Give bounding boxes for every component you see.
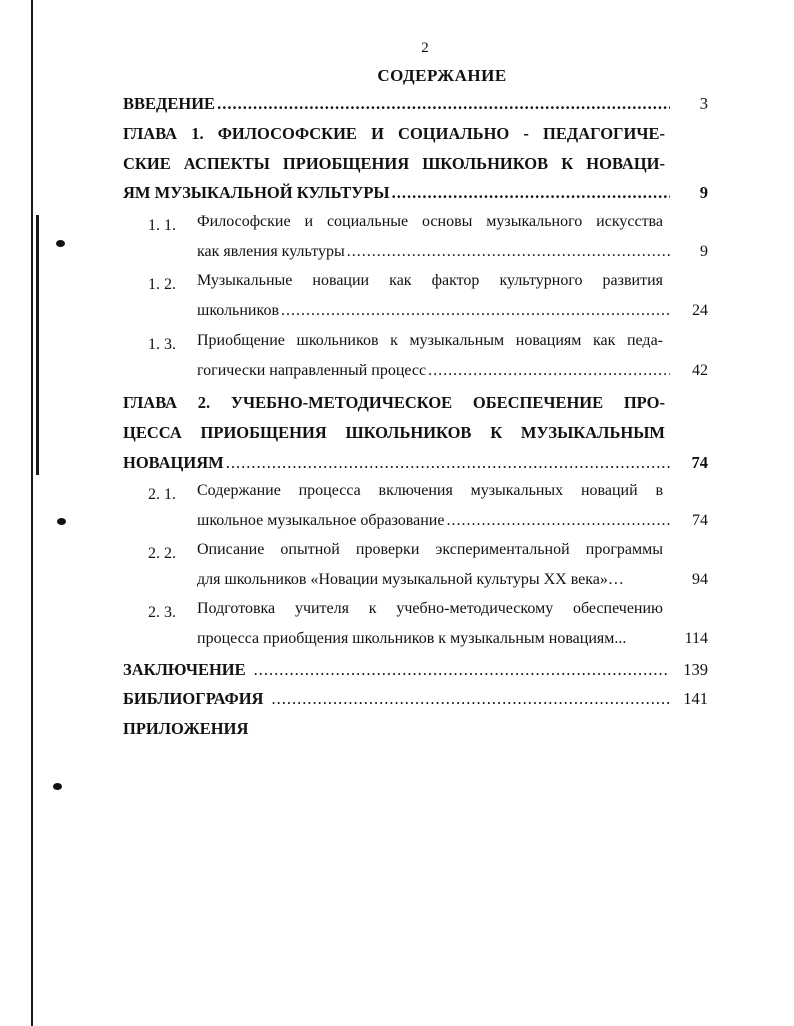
leader-dots [392, 183, 670, 203]
toc-page-number: 94 [692, 571, 708, 588]
toc-section-number: 1. 1. [148, 217, 176, 234]
toc-entry-intro[interactable] [123, 94, 708, 124]
toc-entry-title: Описание опытной проверки экспериментальной программы [197, 541, 663, 558]
leader-dots [254, 660, 670, 680]
toc-section-number: 2. 1. [148, 486, 176, 503]
toc-entry-title: ЦЕССА ПРИОБЩЕНИЯ ШКОЛЬНИКОВ К МУЗЫКАЛЬНЫМ [123, 423, 665, 442]
leader-dots [226, 453, 670, 473]
toc-page-number: 3 [699, 94, 708, 113]
leader-dots [271, 689, 670, 709]
toc-entry-bibliography[interactable] [123, 689, 708, 719]
toc-chapter-1-line-3[interactable] [123, 183, 708, 213]
toc-page-number: 9 [699, 183, 708, 202]
toc-section-1-2-line-1[interactable] [197, 272, 708, 302]
toc-chapter-2-line-2[interactable] [123, 423, 708, 453]
toc-page-number: 139 [683, 660, 708, 679]
toc-entry-title: Подготовка учителя к учебно-методическому обеспечению [197, 600, 663, 617]
leader-dots [347, 243, 670, 261]
toc-entry-title: ГЛАВА 2. УЧЕБНО-МЕТОДИЧЕСКОЕ ОБЕСПЕЧЕНИЕ ПРО- [123, 393, 665, 412]
toc-page-number: 74 [692, 512, 708, 529]
toc-entry-title: НОВАЦИЯМ [123, 453, 224, 472]
toc-page-number: 141 [683, 689, 708, 708]
toc-section-2-3-line-1[interactable] [197, 600, 708, 630]
toc-section-2-1-line-1[interactable] [197, 482, 708, 512]
toc-entry-conclusion[interactable] [123, 660, 708, 690]
toc-section-number: 1. 2. [148, 276, 176, 293]
toc-entry-title: гогически направленный процесс [197, 362, 427, 379]
toc-entry-title: школьников [197, 302, 279, 319]
toc-section-2-2-line-1[interactable] [197, 541, 708, 571]
leader-dots [281, 302, 670, 320]
leader-dots [217, 94, 670, 114]
toc-entry-title: СКИЕ АСПЕКТЫ ПРИОБЩЕНИЯ ШКОЛЬНИКОВ К НОВАЦИ- [123, 154, 665, 173]
toc-section-2-3-line-2[interactable] [197, 630, 708, 660]
toc-section-1-2-line-2[interactable] [197, 302, 708, 332]
page-number: 2 [421, 40, 429, 56]
toc-entry-title: Содержание процесса включения музыкальных новаций в [197, 482, 663, 499]
toc-chapter-1-line-2[interactable] [123, 154, 708, 184]
toc-entry-title: для школьников «Новации музыкальной культуры XX века»… [197, 571, 624, 588]
toc-entry-title: как явления культуры [197, 243, 345, 260]
toc-chapter-2-line-3[interactable] [123, 453, 708, 483]
toc-entry-title: Музыкальные новации как фактор культурного развития [197, 272, 663, 289]
leader-dots [446, 512, 670, 530]
toc-page-number: 24 [692, 302, 708, 319]
toc-entry-title: ЯМ МУЗЫКАЛЬНОЙ КУЛЬТУРЫ [123, 183, 390, 202]
toc-section-1-3-line-2[interactable] [197, 362, 708, 392]
toc-entry-title: школьное музыкальное образование [197, 512, 445, 529]
toc-entry-title: ВВЕДЕНИЕ [123, 94, 216, 113]
toc-section-2-1-line-2[interactable] [197, 512, 708, 542]
toc-section-1-3-line-1[interactable] [197, 332, 708, 362]
toc-section-number: 2. 3. [148, 604, 176, 621]
toc-section-number: 1. 3. [148, 336, 176, 353]
toc-section-2-2-line-2[interactable] [197, 571, 708, 601]
toc-page-number: 9 [700, 243, 708, 260]
toc-page-number: 42 [692, 362, 708, 379]
toc-entry-title: Философские и социальные основы музыкального искусства [197, 213, 663, 230]
toc-section-number: 2. 2. [148, 545, 176, 562]
toc-entry-title: ПРИЛОЖЕНИЯ [123, 719, 249, 738]
toc-chapter-1-line-1[interactable] [123, 124, 708, 154]
toc-page-number: 114 [684, 630, 708, 647]
leader-dots [428, 362, 670, 380]
toc-entry-title: Приобщение школьников к музыкальным новациям как педа- [197, 332, 663, 349]
toc-entry-title: процесса приобщения школьников к музыкальным новациям... [197, 630, 627, 647]
page-title: СОДЕРЖАНИЕ [377, 66, 507, 85]
toc-chapter-2-line-1[interactable] [123, 393, 708, 423]
toc-entry-title: ЗАКЛЮЧЕНИЕ [123, 660, 246, 679]
toc-page-number: 74 [691, 453, 708, 472]
toc-entry-title: БИБЛИОГРАФИЯ [123, 689, 264, 708]
toc-entry-title: ГЛАВА 1. ФИЛОСОФСКИЕ И СОЦИАЛЬНО - ПЕДАГОГИЧЕ- [123, 124, 665, 143]
toc-section-1-1-line-1[interactable] [197, 213, 708, 243]
toc-entry-appendices[interactable] [123, 719, 708, 749]
toc-section-1-1-line-2[interactable] [197, 243, 708, 273]
